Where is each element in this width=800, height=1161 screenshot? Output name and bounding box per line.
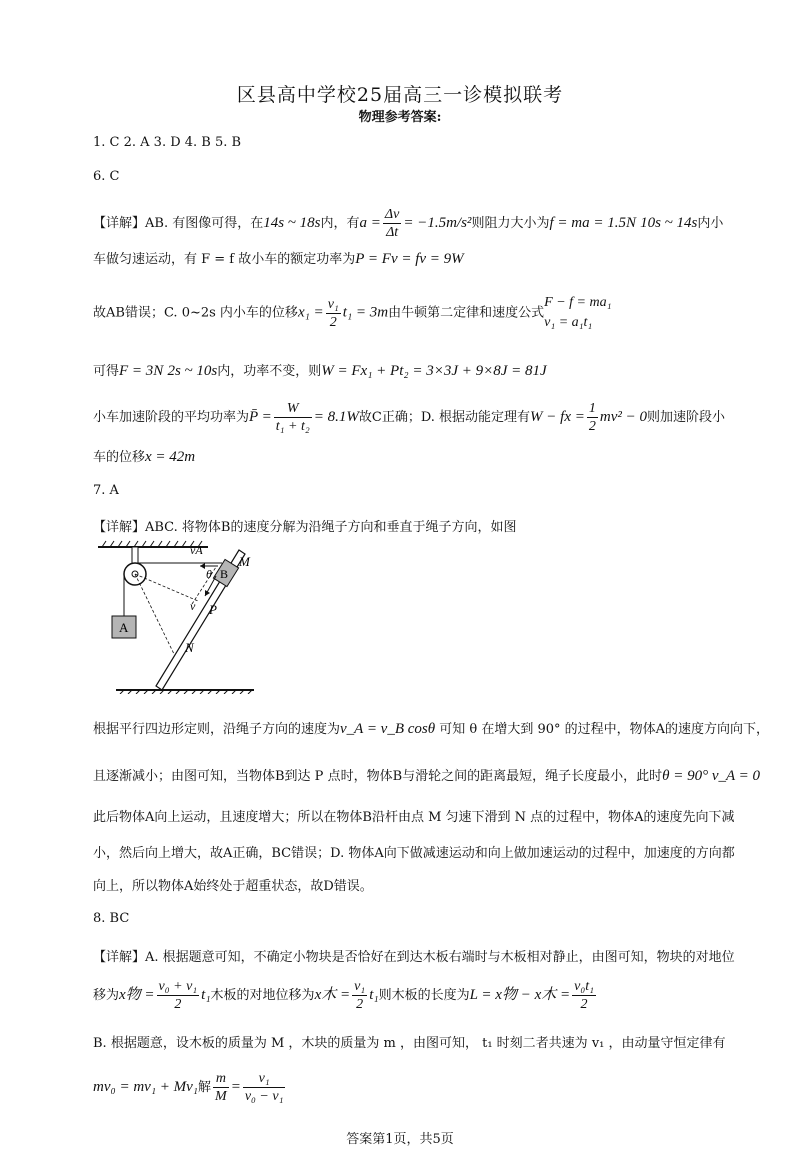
q7-text: 根据平行四边形定则，沿绳子方向的速度为	[93, 722, 341, 737]
answer-7: 7. A	[93, 483, 119, 498]
q7-line-6: 向上，所以物体A始终处于超重状态，故D错误。	[93, 879, 373, 894]
q6-eq1: F − f = ma₁	[544, 295, 612, 310]
q6-text: 则加速阶段小	[646, 410, 725, 425]
q6-x1-label: x₁ =	[297, 304, 324, 321]
q8-fraction-2	[352, 978, 367, 1013]
q6-x1-fraction	[326, 296, 341, 331]
q6-half-den: 2	[588, 419, 596, 434]
q6-text: 内，有	[320, 216, 360, 231]
label-M: M	[239, 554, 250, 569]
q6-tag-text: 【详解】AB. 有图像可得，在	[93, 216, 264, 231]
q6-accel-fraction	[383, 206, 401, 241]
q7-line-4: 此后物体A向上运动，且速度增大；所以在物体B沿杆由点 M 匀速下滑到 N 点的过程中，物体A的速度先向下减	[93, 810, 735, 825]
q8-n2: v₁	[354, 979, 366, 994]
q6-text: 则阻力大小为	[471, 216, 550, 231]
q6-two: 2	[329, 314, 337, 330]
answers-1-5: 1. C 2. A 3. D 4. B 5. B	[93, 135, 242, 150]
q6-line-2	[93, 248, 753, 268]
q6-text: 车做匀速运动，有 F = f 故小车的额定功率为	[93, 252, 356, 267]
q7-line-5: 小，然后向上增大，故A正确，BC错误；D. 物体A向下做减速运动和向上做加速运动的过程中，加速度的方向都	[93, 846, 735, 861]
q8-d3: 2	[580, 997, 588, 1012]
q8-n1: v₀ + v₁	[158, 979, 198, 994]
q8-m: m	[213, 1070, 229, 1088]
label-P: P	[209, 602, 217, 617]
q8-d1: 2	[174, 997, 182, 1012]
q6-eq2: v₁ = a₁t₁	[544, 315, 593, 330]
q6-line-1	[93, 206, 753, 241]
q6-text: 车的位移	[93, 450, 146, 465]
dashed-line-P	[135, 574, 198, 601]
q8-M: M	[215, 1089, 227, 1104]
q6-line-4	[93, 360, 753, 380]
q6-half-fraction	[587, 400, 598, 435]
q6-energy-a: W − fx =	[530, 409, 585, 425]
q6-energy-b: mv² − 0	[599, 409, 647, 425]
q6-dt: Δt	[386, 225, 399, 240]
q7-eq-theta: θ = 90° v_A = 0	[662, 768, 761, 784]
q6-dv: Δv	[384, 207, 400, 222]
page-subtitle: 物理参考答案:	[358, 110, 442, 125]
q7-text: 且逐渐减小；由图可知，当物体B到达 P 点时，物体B与滑轮之间的距离最短，绳子长度最小，此时	[93, 769, 663, 784]
q6-text: 内小	[697, 216, 724, 231]
label-theta: θ	[206, 567, 212, 581]
q6-pbar-label: P̄ =	[249, 409, 272, 425]
q6-half-num: 1	[588, 401, 596, 416]
q8-line-4	[93, 1070, 753, 1105]
label-v: v	[190, 599, 196, 613]
q6-text: 内，功率不变，则	[217, 364, 322, 379]
q8-line-2	[93, 978, 753, 1013]
q6-text: 小车加速阶段的平均功率为	[93, 410, 250, 425]
q8-equals: =	[230, 1079, 241, 1095]
q6-interval-2: 10s ~ 14s	[640, 215, 698, 231]
block-B-label: B	[220, 567, 229, 581]
q8-text: 解	[198, 1080, 212, 1095]
answer-8: 8. BC	[93, 911, 130, 926]
q6-equation-system	[544, 293, 611, 333]
q8-t1: t₁	[201, 987, 211, 1003]
label-vA: vA	[190, 543, 203, 557]
q8-text: 移为	[93, 988, 120, 1003]
q7-line-1: 【详解】ABC. 将物体B的速度分解为沿绳子方向和垂直于绳子方向，如图	[93, 520, 517, 535]
q7-pulley-figure	[96, 538, 266, 694]
q8-t1b: t₁	[369, 987, 379, 1003]
q8-text: 则木板的长度为	[378, 988, 470, 1003]
q6-work: W = Fx₁ + Pt₂ = 3×3J + 9×8J = 81J	[321, 363, 547, 379]
q6-pbar-num: W	[274, 400, 312, 418]
q6-pbar-fraction	[274, 400, 312, 435]
q6-line-6	[93, 446, 753, 466]
q8-length-label: L = x物 − x木 =	[469, 987, 571, 1003]
q6-accel-value: = −1.5m/s²	[403, 215, 472, 231]
q8-momentum-eq: mv₀ = mv₁ + Mv₁	[93, 1079, 199, 1095]
q8-v0-minus-v1: v₀ − v₁	[244, 1089, 284, 1104]
page-title: 区县高中学校25届高三一诊模拟联考	[236, 84, 564, 106]
q6-accel-label: a =	[359, 215, 381, 231]
q7-eq-velocity: v_A = v_B cosθ	[340, 721, 436, 737]
q6-x1-tail: t₁ = 3m	[342, 304, 389, 321]
answer-6: 6. C	[93, 169, 120, 184]
q8-text: 木板的对地位移为	[210, 988, 315, 1003]
q6-force: F = 3N	[119, 363, 164, 379]
q7-text: 可知 θ 在增大到 90° 的过程中，物体A的速度方向向下，	[439, 722, 770, 737]
q6-interval-3: 2s ~ 10s	[167, 363, 218, 379]
dashed-line-N	[135, 574, 174, 654]
q8-v1: v₁	[243, 1070, 286, 1088]
q8-fraction-1	[157, 978, 200, 1013]
q6-v1: v₁	[327, 296, 339, 312]
q6-text: 故AB错误；C. 0~2s 内小车的位移	[93, 305, 298, 321]
q8-fraction-3	[572, 978, 596, 1013]
q6-text: 由牛顿第二定律和速度公式	[388, 305, 545, 321]
arrow-vA-head	[200, 563, 205, 569]
q8-velocity-ratio	[243, 1070, 286, 1105]
q7-line-3	[93, 765, 761, 785]
block-A-label: A	[119, 620, 129, 635]
q6-text: 可得	[93, 364, 120, 379]
q6-pbar-den: t₁ + t₂	[275, 419, 310, 434]
q8-line-3: B. 根据题意，设木板的质量为 M ，木块的质量为 m ，由图可知， t₁ 时刻二者共速为 v₁ ，由动量守恒定律有	[93, 1036, 726, 1051]
q8-n3: v₀t₁	[574, 979, 594, 994]
q6-interval-1: 14s ~ 18s	[263, 215, 321, 231]
q7-line-2	[93, 718, 770, 738]
label-N: N	[185, 640, 194, 655]
q6-line-3	[93, 293, 753, 333]
q8-mass-ratio	[213, 1070, 229, 1105]
q8-d2: 2	[356, 997, 364, 1012]
q6-pbar-value: = 8.1W	[313, 409, 359, 425]
q8-x-board-label: x木 =	[314, 987, 351, 1003]
q8-x-object-label: x物 =	[119, 987, 155, 1003]
page-footer: 答案第1页，共5页	[346, 1132, 454, 1147]
q6-displacement: x = 42m	[145, 449, 196, 465]
q8-line-1: 【详解】A. 根据题意可知，不确定小物块是否恰好在到达木板右端时与木板相对静止，由图可知，物块的对地位	[93, 950, 735, 965]
q6-friction: f = ma = 1.5N	[549, 215, 636, 231]
q6-line-5	[93, 400, 753, 435]
q6-power: P = Fv = fv = 9W	[355, 251, 464, 267]
q6-text: 故C正确；D. 根据动能定理有	[358, 410, 531, 425]
